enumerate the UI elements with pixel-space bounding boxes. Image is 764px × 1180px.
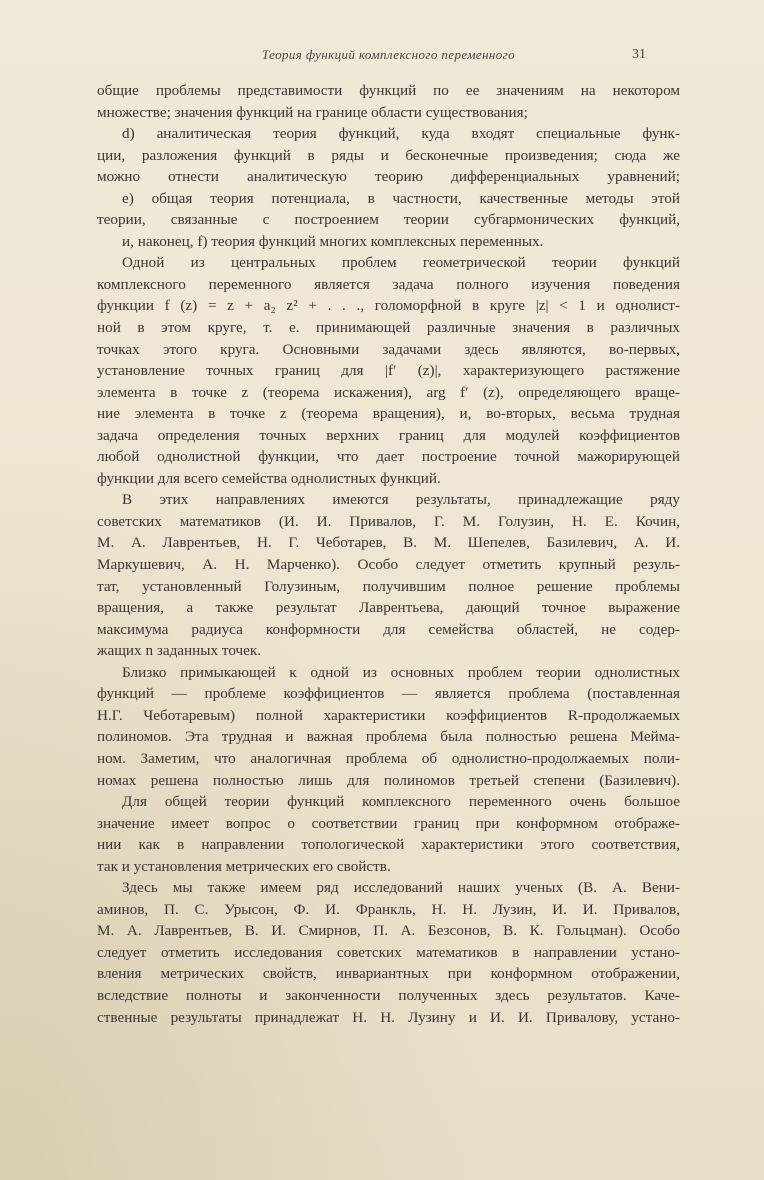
text-line: ственные результаты принадлежат Н. Н. Лузину и И. И. Привалову, устано- <box>97 1008 680 1026</box>
text-line: Близко примыкающей к одной из основных проблем теории однолистных <box>122 663 680 681</box>
text-line: вления метрических свойств, инвариантных при конформном отображении, <box>97 965 680 983</box>
text-line: точках этого круга. Основными задачами здесь являются, во-первых, <box>97 340 680 358</box>
text-line: номах решена полностью лишь для полиномов третьей степени (Базилевич). <box>97 771 680 789</box>
running-header-title: Теория функций комплексного переменного <box>261 47 516 62</box>
text-line: М. А. Лаврентьев, В. И. Смирнов, П. А. Безсонов, В. К. Гольцман). Особо <box>97 922 680 940</box>
text-line: нии как в направлении топологической характеристики этого соответствия, <box>97 836 680 854</box>
text-line: так и установления метрических его свойств. <box>97 857 391 875</box>
text-line: и, наконец, f) теория функций многих комплексных переменных. <box>122 232 544 250</box>
text-line: задача определения точных верхних границ для модулей коэффициентов <box>97 426 680 444</box>
text-line: М. А. Лаврентьев, Н. Г. Чеботарев, В. М. Шепелев, Базилевич, А. И. <box>97 534 680 552</box>
text-line: вследствие полноты и законченности полученных здесь результатов. Каче- <box>97 986 680 1004</box>
text-line: d) аналитическая теория функций, куда входят специальные функ- <box>122 125 680 143</box>
text-line: можно отнести аналитическую теорию дифференциальных уравнений; <box>97 168 680 186</box>
text-line: Н.Г. Чеботаревым) полной характеристики коэффициентов R-продолжаемых <box>97 706 680 724</box>
text-line: любой однолистной функции, что дает построение точной мажорирующей <box>97 448 680 466</box>
text-line: Для общей теории функций комплексного переменного очень большое <box>122 793 680 811</box>
text-line: функции для всего семейства однолистных функций. <box>97 469 441 487</box>
text-line: множестве; значения функций на границе области существования; <box>97 103 528 121</box>
text-line: Одной из центральных проблем геометрической теории функций <box>122 254 680 272</box>
text-line: максимума радиуса конформности для семейства областей, не содер- <box>97 620 680 638</box>
text-line: ной в этом круге, т. е. принимающей различные значения в различных <box>97 319 680 337</box>
page-number: 31 <box>632 47 646 62</box>
text-line: жащих n заданных точек. <box>97 642 262 660</box>
text-line: вращения, а также результат Лаврентьева, дающий точное выражение <box>97 599 680 617</box>
text-line: комплексного переменного является задача полного изучения поведения <box>97 275 680 293</box>
text-line: Маркушевич, А. Н. Марченко). Особо следует отметить крупный резуль- <box>97 556 680 574</box>
text-line: следует отметить исследования советских математиков в направлении устано- <box>97 943 680 961</box>
text-line: Здесь мы также имеем ряд исследований наших ученых (В. А. Вени- <box>122 879 680 897</box>
text-line: функции f (z) = z + a₂ z² + . . ., голоморфной в круге |z| < 1 и однолист- <box>97 297 680 315</box>
text-line: теории, связанные с построением теории субгармонических функций, <box>97 211 680 229</box>
text-line: функций — проблеме коэффициентов — является проблема (поставленная <box>97 685 680 703</box>
body-text <box>97 80 680 1028</box>
text-line: тат, установленный Голузиным, получившим полное решение проблемы <box>97 577 680 595</box>
text-line: ном. Заметим, что аналогичная проблема об однолистно-продолжаемых поли- <box>97 749 680 767</box>
text-line: аминов, П. С. Урысон, Ф. И. Франкль, Н. Н. Лузин, И. И. Привалов, <box>97 900 680 918</box>
text-line: В этих направлениях имеются результаты, принадлежащие ряду <box>122 491 680 509</box>
text-line: значение имеет вопрос о соответствии границ при конформном отображе- <box>97 814 680 832</box>
text-line: e) общая теория потенциала, в частности, качественные методы этой <box>122 189 680 207</box>
text-line: общие проблемы представимости функций по ее значениям на некотором <box>97 82 680 99</box>
text-line: ции, разложения функций в ряды и бесконечные произведения; сюда же <box>97 146 680 164</box>
text-line: элемента в точке z (теорема искажения), arg f′ (z), определяющего враще- <box>97 383 680 401</box>
running-header <box>97 47 680 67</box>
text-line: ние элемента в точке z (теорема вращения), и, во-вторых, весьма трудная <box>97 405 680 423</box>
text-line: полиномов. Эта трудная и важная проблема была полностью решена Мейма- <box>97 728 680 746</box>
text-line: советских математиков (И. И. Привалов, Г. М. Голузин, Н. Е. Кочин, <box>97 512 680 530</box>
text-line: установление точных границ для |f′ (z)|, характеризующего растяжение <box>97 362 680 380</box>
